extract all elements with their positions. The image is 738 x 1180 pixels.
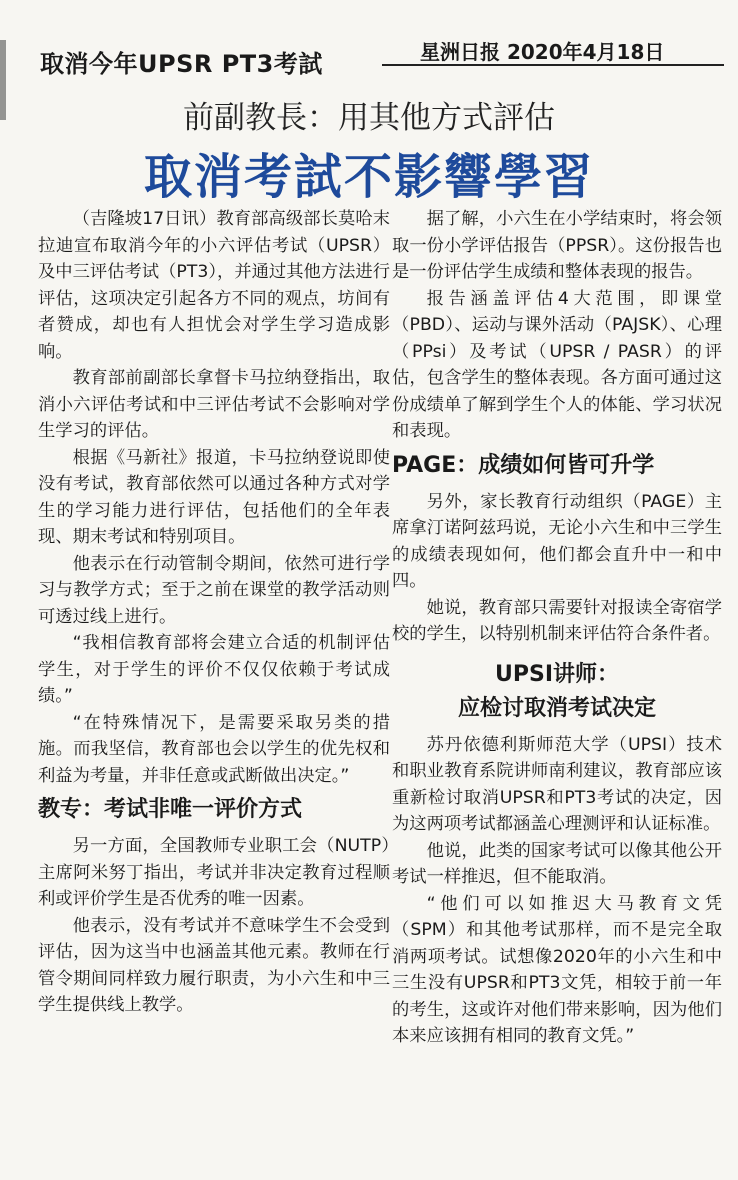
left-paragraph-4: 他表示在行动管制令期间，依然可进行学习与教学方式；至于之前在课堂的教学活动则可透过线上进行。 [38,553,390,627]
right-column [392,206,722,1050]
right-paragraph-5: 苏丹依德利斯师范大学（UPSI）技术和职业教育系院讲师南利建议，教育部应该重新检讨取消UPSR和PT3考试的决定，因为这两项考试都涵盖心理测评和认证标准。 [392,734,722,834]
right-paragraph-6: 他说，此类的国家考试可以像其他公开考试一样推迟，但不能取消。 [392,840,722,887]
left-paragraph-8: 他表示，没有考试并不意味学生不会受到评估，因为这当中也涵盖其他元素。教师在行管令期间同样致力履行职责，为小六生和中三学生提供线上教学。 [38,915,390,1015]
left-paragraph-1: （吉隆坡17日讯）教育部高级部长莫哈末拉迪宣布取消今年的小六评估考试（UPSR）及中三评估考试（PT3），并通过其他方法进行评估，这项决定引起各方不同的观点，坊间有者赞成，却也有人担忧会对学生学习造成影响。 [38,209,390,362]
right-paragraph-2: 报告涵盖评估4大范围，即课堂（PBD）、运动与课外活动（PAJSK）、心理（PPsi）及考试（UPSR / PASR）的评估，包含学生的整体表现。各方面可通过这份成绩单了解到学生个人的体能、学习状况和表现。 [392,288,722,441]
right-paragraph-3: 另外，家长教育行动组织（PAGE）主席拿汀诺阿兹玛说，无论小六生和中三学生的成绩表现如何，他们都会直升中一和中四。 [392,491,722,591]
left-column [38,206,390,1019]
right-paragraph-7: “他们可以如推迟大马教育文凭（SPM）和其他考试那样，而不是完全取消两项考试。试想像2020年的小六生和中三生没有UPSR和PT3文凭，相较于前一年的考生，这或许对他们带来影响，因为他们本来应该拥有相同的教育文凭。” [392,893,722,1046]
left-paragraph-2: 教育部前副部长拿督卡马拉纳登指出，取消小六评估考试和中三评估考试不会影响对学生学习的评估。 [38,368,390,441]
article-headline: 取消考試不影響學習 [143,149,594,205]
left-paragraph-3: 根据《马新社》报道，卡马拉纳登说即使没有考试，教育部依然可以通过各种方式对学生的学习能力进行评估，包括他们的全年表现、期末考试和特别项目。 [38,447,390,547]
subhead-nutp: 教专：考试非唯一评价方式 [38,797,303,822]
left-paragraph-7: 另一方面，全国教师专业职工会（NUTP）主席阿米努丁指出，考试并非决定教育过程顺利或评价学生是否优秀的唯一因素。 [38,836,390,909]
subhead-page: PAGE：成绩如何皆可升学 [392,452,655,478]
subhead-upsi-line1: UPSI讲师： [494,661,620,687]
source-dateline: 星洲日报 2020年4月18日 [420,40,665,64]
left-paragraph-5: “我相信教育部将会建立合适的机制评估学生，对于学生的评价不仅仅依赖于考试成绩。” [38,633,390,706]
article-kicker: 取消今年UPSR PT3考試 [40,50,323,78]
left-paragraph-6: “在特殊情况下，是需要采取另类的措施。而我坚信，教育部也会以学生的优先权和利益为考量，并非任意或武断做出决定。” [38,712,390,786]
subhead-upsi-line2: 应检讨取消考试决定 [457,695,656,721]
right-paragraph-1: 据了解，小六生在小学结束时，将会领取一份小学评估报告（PPSR）。这份报告也是一份评估学生成绩和整体表现的报告。 [392,209,722,282]
article-deck: 前副教長：用其他方式評估 [183,100,555,136]
right-paragraph-4: 她说，教育部只需要针对报读全寄宿学校的学生，以特别机制来评估符合条件者。 [392,597,722,644]
